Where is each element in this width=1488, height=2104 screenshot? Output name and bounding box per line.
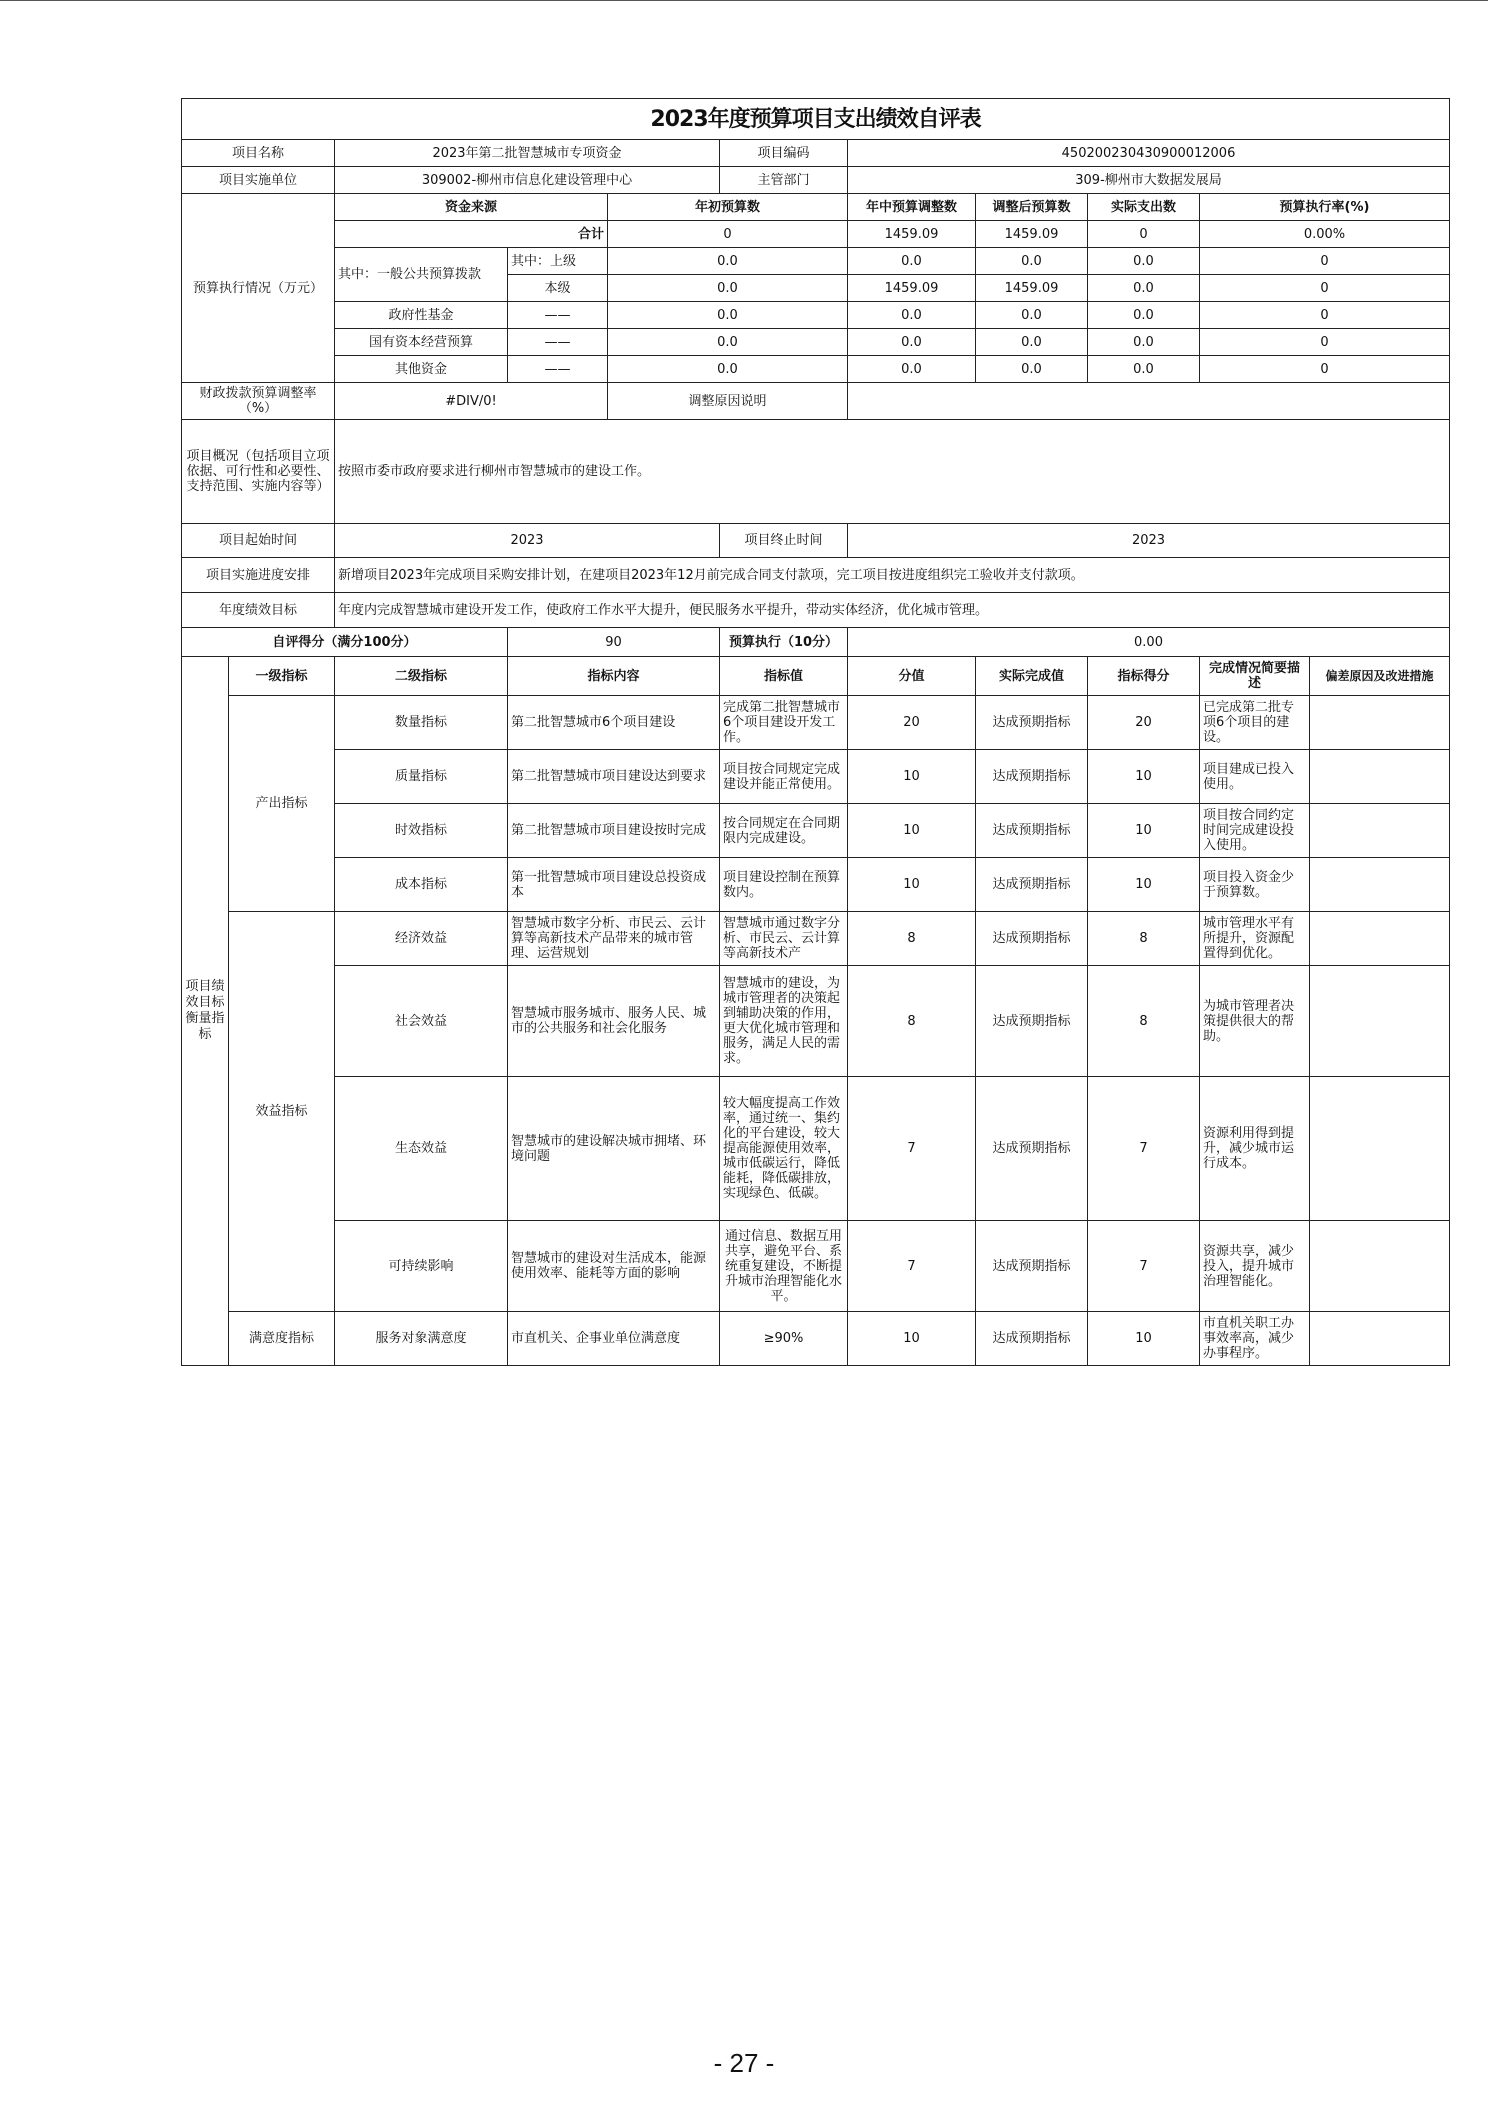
budget-exec-label: 预算执行（10分） bbox=[720, 628, 848, 657]
budget-section-label: 预算执行情况（万元） bbox=[182, 194, 335, 383]
budget-exec-value: 0.00 bbox=[848, 628, 1450, 657]
budget-local-adjusted: 1459.09 bbox=[976, 275, 1088, 302]
budget-total-adjusted: 1459.09 bbox=[976, 221, 1088, 248]
adjust-reason-value bbox=[848, 383, 1450, 420]
ind-row-reason bbox=[1310, 750, 1450, 804]
budget-soe-midyear: 0.0 bbox=[848, 329, 976, 356]
ind-row-score: 10 bbox=[1088, 1312, 1200, 1366]
ind-row-actual: 达成预期指标 bbox=[976, 750, 1088, 804]
ind-row-content: 智慧城市数字分析、市民云、云计算等高新技术产品带来的城市管理、运营规划 bbox=[508, 912, 720, 966]
ind-row-reason bbox=[1310, 696, 1450, 750]
adjust-rate-label: 财政拨款预算调整率（%） bbox=[182, 383, 335, 420]
budget-total-label: 合计 bbox=[335, 221, 608, 248]
budget-header-actual: 实际支出数 bbox=[1088, 194, 1200, 221]
ind-row-actual: 达成预期指标 bbox=[976, 1312, 1088, 1366]
ind-row-l2: 社会效益 bbox=[335, 966, 508, 1077]
ind-header-actual: 实际完成值 bbox=[976, 657, 1088, 696]
ind-header-level1: 一级指标 bbox=[229, 657, 335, 696]
ind-row-l2: 数量指标 bbox=[335, 696, 508, 750]
ind-header-level2: 二级指标 bbox=[335, 657, 508, 696]
budget-govfund-actual: 0.0 bbox=[1088, 302, 1200, 329]
ind-header-value: 指标值 bbox=[720, 657, 848, 696]
ind-row-desc: 市直机关职工办事效率高，减少办事程序。 bbox=[1200, 1312, 1310, 1366]
ind-row-content: 智慧城市服务城市、服务人民、城市的公共服务和社会化服务 bbox=[508, 966, 720, 1077]
ind-row-weight: 7 bbox=[848, 1221, 976, 1312]
ind-row-value: ≥90% bbox=[720, 1312, 848, 1366]
ind-header-score: 指标得分 bbox=[1088, 657, 1200, 696]
budget-soe-adjusted: 0.0 bbox=[976, 329, 1088, 356]
ind-row-reason bbox=[1310, 1077, 1450, 1221]
competent-dept-label: 主管部门 bbox=[720, 167, 848, 194]
budget-other-actual: 0.0 bbox=[1088, 356, 1200, 383]
ind-group-satisfaction: 满意度指标 bbox=[229, 1312, 335, 1366]
budget-upper-actual: 0.0 bbox=[1088, 248, 1200, 275]
ind-row-value: 通过信息、数据互用共享，避免平台、系统重复建设，不断提升城市治理智能化水平。 bbox=[720, 1221, 848, 1312]
indicators-section-label: 项目绩效目标衡量指标 bbox=[182, 657, 229, 1366]
ind-row-score: 10 bbox=[1088, 750, 1200, 804]
ind-row-desc: 资源利用得到提升，减少城市运行成本。 bbox=[1200, 1077, 1310, 1221]
budget-header-adjusted: 调整后预算数 bbox=[976, 194, 1088, 221]
budget-total-midyear: 1459.09 bbox=[848, 221, 976, 248]
ind-row-desc: 项目建成已投入使用。 bbox=[1200, 750, 1310, 804]
budget-general-label: 其中：一般公共预算拨款 bbox=[335, 248, 508, 302]
ind-row-weight: 20 bbox=[848, 696, 976, 750]
start-time-label: 项目起始时间 bbox=[182, 524, 335, 558]
budget-local-midyear: 1459.09 bbox=[848, 275, 976, 302]
budget-local-rate: 0 bbox=[1200, 275, 1450, 302]
ind-row-score: 10 bbox=[1088, 804, 1200, 858]
end-time-value: 2023 bbox=[848, 524, 1450, 558]
budget-govfund-dash: —— bbox=[508, 302, 608, 329]
implementing-unit-label: 项目实施单位 bbox=[182, 167, 335, 194]
budget-govfund-midyear: 0.0 bbox=[848, 302, 976, 329]
budget-upper-label: 其中：上级 bbox=[508, 248, 608, 275]
ind-row-weight: 8 bbox=[848, 912, 976, 966]
ind-row-weight: 10 bbox=[848, 804, 976, 858]
ind-row-content: 第一批智慧城市项目建设总投资成本 bbox=[508, 858, 720, 912]
budget-local-label: 本级 bbox=[508, 275, 608, 302]
budget-govfund-label: 政府性基金 bbox=[335, 302, 508, 329]
ind-row-actual: 达成预期指标 bbox=[976, 696, 1088, 750]
budget-soe-label: 国有资本经营预算 bbox=[335, 329, 508, 356]
performance-self-evaluation-table bbox=[181, 98, 1450, 1366]
ind-row-desc: 项目投入资金少于预算数。 bbox=[1200, 858, 1310, 912]
budget-total-initial: 0 bbox=[608, 221, 848, 248]
ind-row-content: 第二批智慧城市项目建设达到要求 bbox=[508, 750, 720, 804]
overview-text: 按照市委市政府要求进行柳州市智慧城市的建设工作。 bbox=[335, 420, 1450, 524]
ind-row-desc: 资源共享，减少投入，提升城市治理智能化。 bbox=[1200, 1221, 1310, 1312]
budget-govfund-initial: 0.0 bbox=[608, 302, 848, 329]
annual-goal-label: 年度绩效目标 bbox=[182, 593, 335, 628]
ind-row-desc: 项目按合同约定时间完成建设投入使用。 bbox=[1200, 804, 1310, 858]
ind-row-value: 较大幅度提高工作效率，通过统一、集约化的平台建设，较大提高能源使用效率，城市低碳运行，降低能耗，降低碳排放，实现绿色、低碳。 bbox=[720, 1077, 848, 1221]
budget-other-midyear: 0.0 bbox=[848, 356, 976, 383]
budget-soe-dash: —— bbox=[508, 329, 608, 356]
ind-row-actual: 达成预期指标 bbox=[976, 966, 1088, 1077]
project-name-value: 2023年第二批智慧城市专项资金 bbox=[335, 140, 720, 167]
ind-row-reason bbox=[1310, 858, 1450, 912]
ind-row-value: 按合同规定在合同期限内完成建设。 bbox=[720, 804, 848, 858]
table-title: 2023年度预算项目支出绩效自评表 bbox=[182, 99, 1450, 140]
ind-row-l2: 经济效益 bbox=[335, 912, 508, 966]
ind-row-actual: 达成预期指标 bbox=[976, 804, 1088, 858]
progress-text: 新增项目2023年完成项目采购安排计划，在建项目2023年12月前完成合同支付款项，完工项目按进度组织完工验收并支付款项。 bbox=[335, 558, 1450, 593]
project-code-value: 450200230430900012006 bbox=[848, 140, 1450, 167]
ind-header-content: 指标内容 bbox=[508, 657, 720, 696]
ind-row-l2: 可持续影响 bbox=[335, 1221, 508, 1312]
ind-header-desc: 完成情况简要描述 bbox=[1200, 657, 1310, 696]
budget-local-actual: 0.0 bbox=[1088, 275, 1200, 302]
self-score-label: 自评得分（满分100分） bbox=[182, 628, 508, 657]
top-border-line bbox=[0, 0, 1488, 1]
budget-other-initial: 0.0 bbox=[608, 356, 848, 383]
ind-row-content: 市直机关、企事业单位满意度 bbox=[508, 1312, 720, 1366]
budget-other-adjusted: 0.0 bbox=[976, 356, 1088, 383]
ind-row-value: 项目按合同规定完成建设并能正常使用。 bbox=[720, 750, 848, 804]
ind-row-actual: 达成预期指标 bbox=[976, 1221, 1088, 1312]
budget-local-initial: 0.0 bbox=[608, 275, 848, 302]
ind-row-value: 完成第二批智慧城市6个项目建设开发工作。 bbox=[720, 696, 848, 750]
progress-label: 项目实施进度安排 bbox=[182, 558, 335, 593]
ind-row-value: 项目建设控制在预算数内。 bbox=[720, 858, 848, 912]
start-time-value: 2023 bbox=[335, 524, 720, 558]
ind-row-score: 20 bbox=[1088, 696, 1200, 750]
ind-row-score: 7 bbox=[1088, 1221, 1200, 1312]
ind-row-weight: 8 bbox=[848, 966, 976, 1077]
ind-row-score: 7 bbox=[1088, 1077, 1200, 1221]
ind-row-actual: 达成预期指标 bbox=[976, 1077, 1088, 1221]
ind-group-output: 产出指标 bbox=[229, 696, 335, 912]
project-name-label: 项目名称 bbox=[182, 140, 335, 167]
budget-other-dash: —— bbox=[508, 356, 608, 383]
ind-row-score: 8 bbox=[1088, 966, 1200, 1077]
budget-header-rate: 预算执行率(%) bbox=[1200, 194, 1450, 221]
budget-header-initial: 年初预算数 bbox=[608, 194, 848, 221]
budget-total-actual: 0 bbox=[1088, 221, 1200, 248]
ind-row-content: 第二批智慧城市项目建设按时完成 bbox=[508, 804, 720, 858]
budget-upper-midyear: 0.0 bbox=[848, 248, 976, 275]
project-code-label: 项目编码 bbox=[720, 140, 848, 167]
ind-row-value: 智慧城市通过数字分析、市民云、云计算等高新技术产 bbox=[720, 912, 848, 966]
budget-other-label: 其他资金 bbox=[335, 356, 508, 383]
ind-row-l2: 时效指标 bbox=[335, 804, 508, 858]
ind-row-reason bbox=[1310, 966, 1450, 1077]
budget-soe-actual: 0.0 bbox=[1088, 329, 1200, 356]
ind-row-l2: 质量指标 bbox=[335, 750, 508, 804]
ind-row-desc: 已完成第二批专项6个项目的建设。 bbox=[1200, 696, 1310, 750]
ind-row-content: 第二批智慧城市6个项目建设 bbox=[508, 696, 720, 750]
overview-label: 项目概况（包括项目立项依据、可行性和必要性、支持范围、实施内容等） bbox=[182, 420, 335, 524]
ind-row-reason bbox=[1310, 1221, 1450, 1312]
budget-soe-initial: 0.0 bbox=[608, 329, 848, 356]
end-time-label: 项目终止时间 bbox=[720, 524, 848, 558]
ind-row-reason bbox=[1310, 804, 1450, 858]
ind-row-weight: 10 bbox=[848, 750, 976, 804]
annual-goal-text: 年度内完成智慧城市建设开发工作，使政府工作水平大提升，便民服务水平提升，带动实体经济，优化城市管理。 bbox=[335, 593, 1450, 628]
ind-row-l2: 生态效益 bbox=[335, 1077, 508, 1221]
ind-row-value: 智慧城市的建设，为城市管理者的决策起到辅助决策的作用，更大优化城市管理和服务，满足人民的需求。 bbox=[720, 966, 848, 1077]
budget-upper-initial: 0.0 bbox=[608, 248, 848, 275]
ind-row-score: 10 bbox=[1088, 858, 1200, 912]
ind-row-weight: 10 bbox=[848, 858, 976, 912]
ind-row-l2: 成本指标 bbox=[335, 858, 508, 912]
implementing-unit-value: 309002-柳州市信息化建设管理中心 bbox=[335, 167, 720, 194]
ind-row-reason bbox=[1310, 912, 1450, 966]
budget-header-source: 资金来源 bbox=[335, 194, 608, 221]
ind-row-score: 8 bbox=[1088, 912, 1200, 966]
ind-header-reason: 偏差原因及改进措施 bbox=[1310, 657, 1450, 696]
ind-row-actual: 达成预期指标 bbox=[976, 858, 1088, 912]
adjust-reason-label: 调整原因说明 bbox=[608, 383, 848, 420]
page-number: - 27 - bbox=[713, 2048, 775, 2078]
ind-row-content: 智慧城市的建设对生活成本，能源使用效率、能耗等方面的影响 bbox=[508, 1221, 720, 1312]
ind-row-l2: 服务对象满意度 bbox=[335, 1312, 508, 1366]
ind-header-weight: 分值 bbox=[848, 657, 976, 696]
ind-row-content: 智慧城市的建设解决城市拥堵、环境问题 bbox=[508, 1077, 720, 1221]
ind-row-desc: 城市管理水平有所提升，资源配置得到优化。 bbox=[1200, 912, 1310, 966]
budget-upper-rate: 0 bbox=[1200, 248, 1450, 275]
budget-govfund-adjusted: 0.0 bbox=[976, 302, 1088, 329]
budget-other-rate: 0 bbox=[1200, 356, 1450, 383]
budget-soe-rate: 0 bbox=[1200, 329, 1450, 356]
ind-group-benefit: 效益指标 bbox=[229, 912, 335, 1312]
budget-total-rate: 0.00% bbox=[1200, 221, 1450, 248]
ind-row-actual: 达成预期指标 bbox=[976, 912, 1088, 966]
budget-govfund-rate: 0 bbox=[1200, 302, 1450, 329]
budget-upper-adjusted: 0.0 bbox=[976, 248, 1088, 275]
ind-row-desc: 为城市管理者决策提供很大的帮助。 bbox=[1200, 966, 1310, 1077]
budget-header-midyear: 年中预算调整数 bbox=[848, 194, 976, 221]
self-score-value: 90 bbox=[508, 628, 720, 657]
adjust-rate-value: #DIV/0! bbox=[335, 383, 608, 420]
ind-row-reason bbox=[1310, 1312, 1450, 1366]
ind-row-weight: 7 bbox=[848, 1077, 976, 1221]
ind-row-weight: 10 bbox=[848, 1312, 976, 1366]
competent-dept-value: 309-柳州市大数据发展局 bbox=[848, 167, 1450, 194]
